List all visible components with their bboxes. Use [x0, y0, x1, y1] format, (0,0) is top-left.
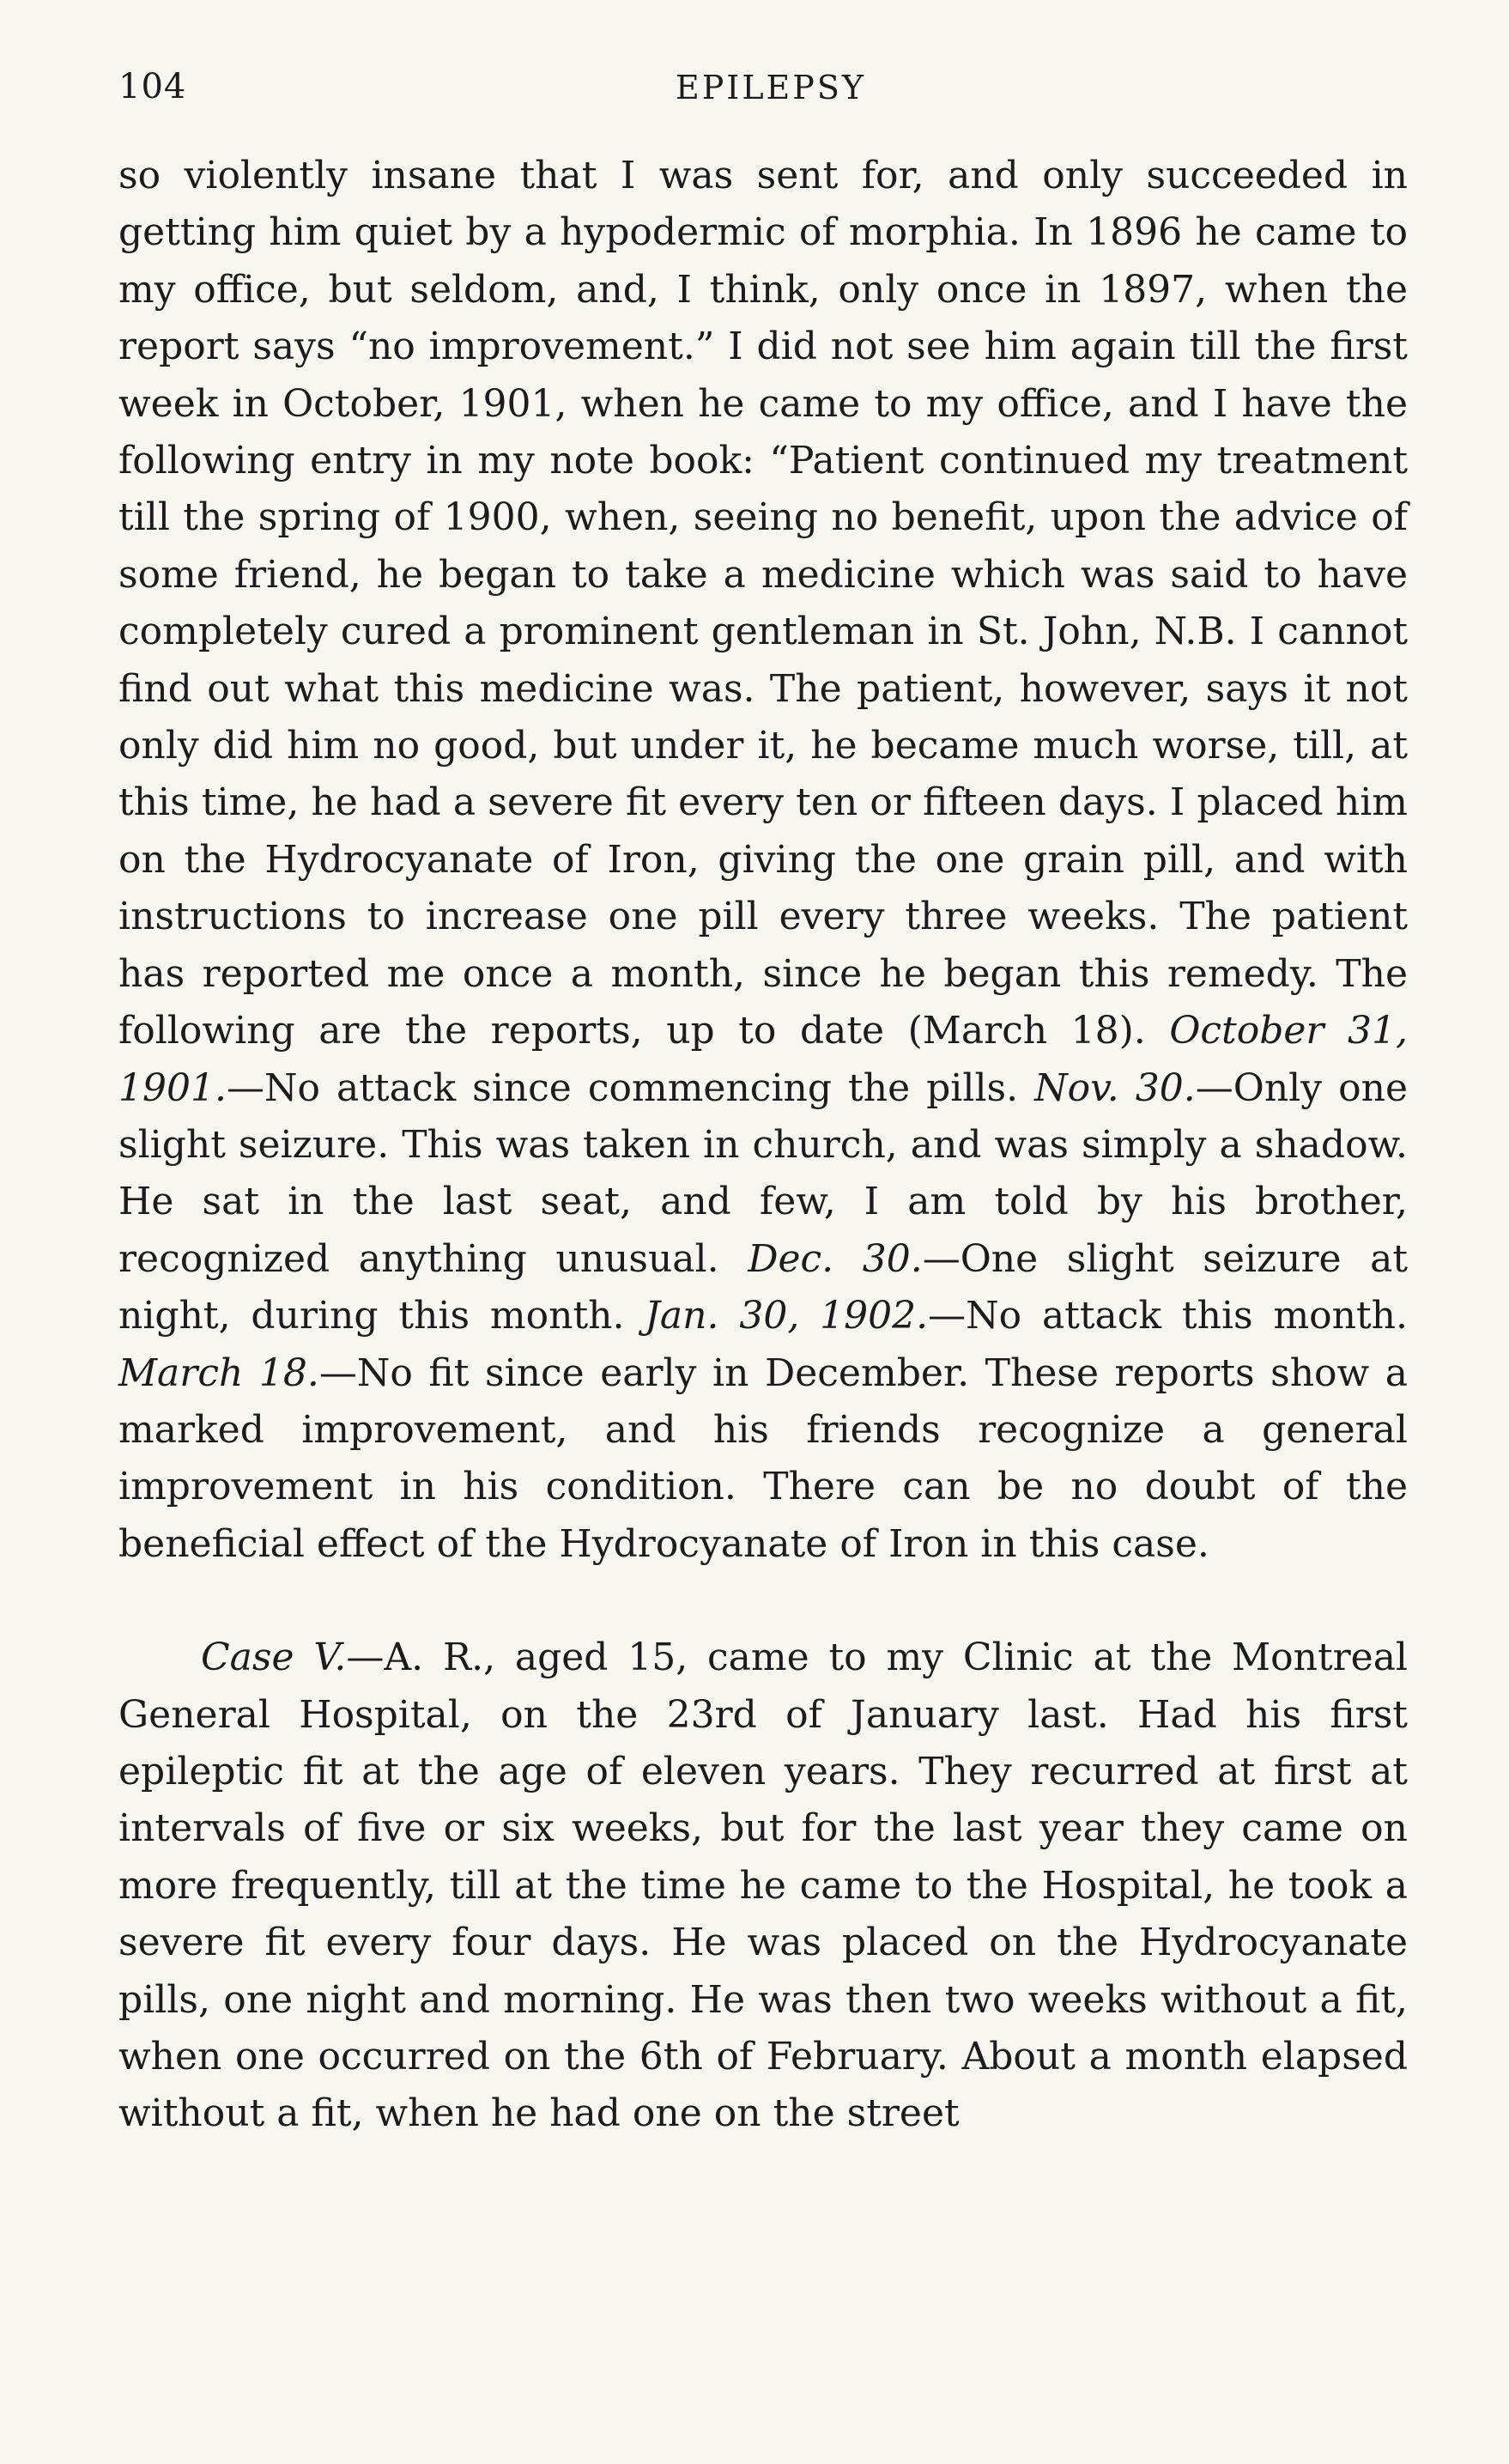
report-date: October 31, 1901.: [118, 1009, 1408, 1110]
text-run: —No fit since early in December. These reports show a marked improvement, and his friends recognize a general improvement in his condition. There can be no doubt of the beneficial effect of the Hydrocyanate of Iron in this case.: [118, 1350, 1408, 1566]
report-date: March 18.: [118, 1350, 319, 1395]
body-text: [118, 148, 1408, 2143]
text-run: —A. R., aged 15, came to my Clinic at the Montreal General Hospital, on the 23rd of January last. Had his first epileptic fit at the age of eleven years. They recurred at first at intervals of five or six weeks, but for the last year they came on more frequently, till at the time he came to the Hospital, he took a severe fit every four days. He was placed on the Hydrocyanate pills, one night and morning. He was then two weeks without a fit, when one occurred on the 6th of February. About a month elapsed without a fit, when he had one on the street: [118, 1636, 1408, 2136]
text-run: —No attack since commencing the pills.: [226, 1065, 1035, 1110]
case-label: Case V.: [201, 1636, 347, 1680]
paragraph-case-report: [118, 148, 1408, 1573]
paragraph-spacer: [118, 1573, 1408, 1630]
text-run: —Only one slight seizure. This was taken in church, and was simply a shadow. He sat in the last seat, and few, I am told by his brother, recognized anything unusual.: [118, 1065, 1408, 1281]
running-title: EPILEPSY: [676, 69, 866, 106]
report-date: Nov. 30.: [1034, 1065, 1196, 1110]
report-date: Dec. 30.: [748, 1236, 923, 1281]
text-run: —No attack this month.: [928, 1294, 1409, 1338]
text-run: so violently insane that I was sent for, and only succeeded in getting him quiet by a hypodermic of morphia. In 1896 he came to my office, but seldom, and, I think, only once in 1897, when the report says “no improvement.” I did not see him again till the first week in October, 1901, when he came to my office, and I have the following entry in my note book: “Patient continued my treatment till the spring of 1900, when, seeing no benefit, upon the advice of some friend, he began to take a medicine which was said to have completely cured a prominent gentleman in St. John, N.B. I cannot find out what this medicine was. The patient, however, says it not only did him no good, but under it, he became much worse, till, at this time, he had a severe fit every ten or fifteen days. I placed him on the Hydrocyanate of Iron, giving the one grain pill, and with instructions to increase one pill every three weeks. The patient has reported me once a month, since he began this remedy. The following are the reports, up to date (March 18).: [118, 154, 1408, 1053]
report-date: Jan. 30, 1902.: [645, 1294, 929, 1338]
page-header: [118, 67, 1423, 118]
page-number: 104: [118, 67, 187, 106]
paragraph-case-v: [118, 1630, 1408, 2143]
text-run: —One slight seizure at night, during this month.: [118, 1236, 1409, 1338]
